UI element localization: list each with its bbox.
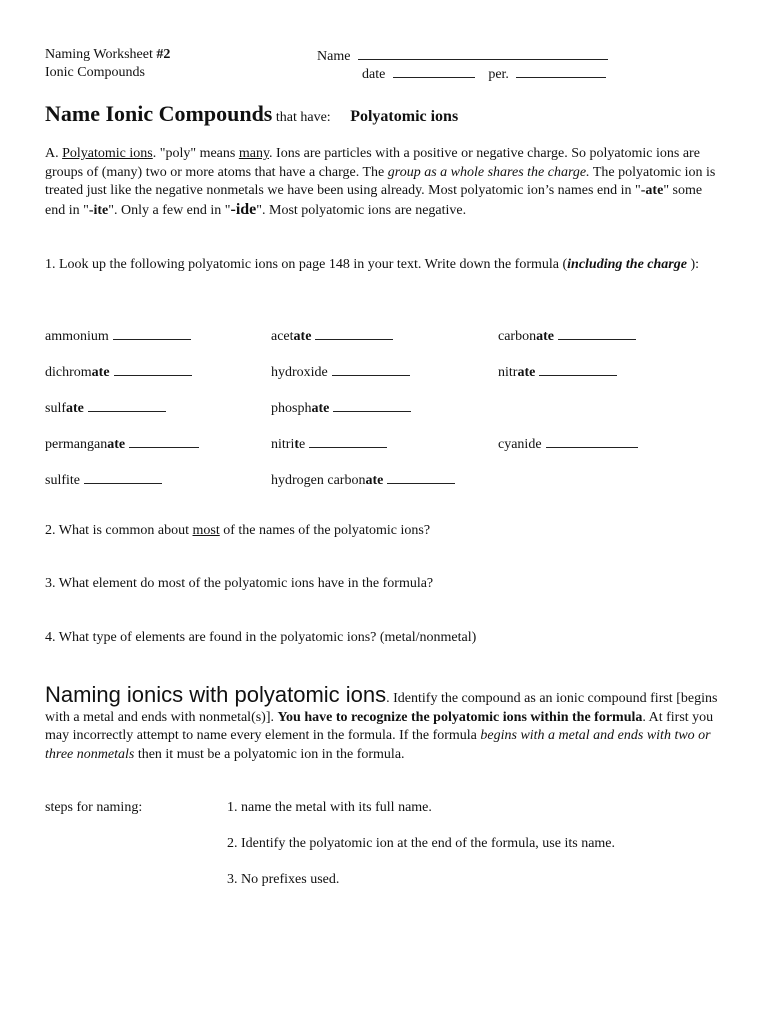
- ion-name: cyanide: [498, 437, 542, 452]
- ion-item: [271, 399, 411, 417]
- ion-name: phosph: [271, 401, 312, 416]
- naming-heading: Naming ionics with polyatomic ions: [45, 682, 387, 707]
- formula-blank[interactable]: [539, 363, 617, 376]
- ion-suffix: ate: [536, 329, 554, 344]
- formula-blank[interactable]: [113, 327, 191, 340]
- step-item: 1. name the metal with its full name.: [227, 800, 432, 815]
- ion-item: [45, 471, 162, 489]
- formula-blank[interactable]: [546, 435, 638, 448]
- ion-name: acet: [271, 329, 294, 344]
- ion-name-end: e: [299, 437, 306, 452]
- ion-name: nitr: [498, 365, 518, 380]
- ion-suffix: ate: [91, 365, 110, 380]
- ion-item: [271, 363, 410, 381]
- ion-item: [271, 327, 393, 345]
- formula-blank[interactable]: [88, 399, 166, 412]
- per-label: per.: [488, 67, 509, 82]
- worksheet-title: Naming Worksheet #2: [45, 47, 171, 62]
- worksheet-subject: Ionic Compounds: [45, 65, 145, 80]
- ion-item: [498, 435, 638, 453]
- ion-suffix: ate: [293, 329, 312, 344]
- title-main: Name Ionic Compounds: [45, 101, 273, 126]
- formula-blank[interactable]: [129, 435, 199, 448]
- ion-suffix: ate: [311, 401, 330, 416]
- formula-blank[interactable]: [315, 327, 393, 340]
- formula-blank[interactable]: [387, 471, 455, 484]
- ion-suffix: t: [294, 437, 300, 452]
- ion-item: [45, 327, 191, 345]
- period-blank[interactable]: [516, 65, 606, 78]
- ion-item: [498, 327, 636, 345]
- steps-label: steps for naming:: [45, 800, 143, 815]
- name-label: Name: [317, 49, 351, 64]
- ion-item: [45, 399, 166, 417]
- question-1: 1. Look up the following polyatomic ions on page 148 in your text. Write down the formula (including the charge ):: [45, 257, 700, 272]
- ion-name: dichrom: [45, 365, 92, 380]
- question-2: 2. What is common about most of the names of the polyatomic ions?: [45, 523, 431, 538]
- ion-name: ammonium: [45, 329, 109, 344]
- ion-name: sulfite: [45, 473, 80, 488]
- ion-item: [498, 363, 617, 381]
- ion-name: hydroxide: [271, 365, 328, 380]
- date-row: [362, 65, 606, 83]
- page-title: [45, 101, 458, 127]
- formula-blank[interactable]: [333, 399, 411, 412]
- ion-suffix: ate: [107, 437, 126, 452]
- naming-paragraph: Naming ionics with polyatomic ions. Identify the compound as an ionic compound first [begins with a metal and ends with nonmetal(s)]. You have to recognize the polyatomic ions within the formula. At first you may incorrectly attempt to name every element in the formula. If the formula begins with a metal and ends with two or three nonmetals then it must be a polyatomic ion in the formula.: [45, 682, 718, 762]
- step-item: 2. Identify the polyatomic ion at the end of the formula, use its name.: [227, 836, 616, 851]
- title-that-have: that have:: [275, 110, 331, 125]
- question-3: 3. What element do most of the polyatomic ions have in the formula?: [45, 576, 434, 591]
- name-blank[interactable]: [358, 47, 608, 60]
- ion-suffix: ate: [365, 473, 384, 488]
- formula-blank[interactable]: [114, 363, 192, 376]
- step-item: 3. No prefixes used.: [227, 872, 340, 887]
- ion-suffix: ate: [517, 365, 536, 380]
- ion-suffix: ate: [66, 401, 84, 416]
- ion-name: permangan: [45, 437, 108, 452]
- date-blank[interactable]: [393, 65, 475, 78]
- formula-blank[interactable]: [309, 435, 387, 448]
- ion-item: [271, 435, 387, 453]
- ion-item: [45, 363, 192, 381]
- name-row: [317, 47, 608, 65]
- ion-item: [45, 435, 199, 453]
- intro-paragraph: A. Polyatomic ions. "poly" means many. Ions are particles with a positive or negative charge. So polyatomic ions are groups of (many) two or more atoms that have a charge. The group as a whole shares the charge. The polyatomic ion is treated just like the negative nonmetals we have been using already. Most polyatomic ion’s names end in "-ate" some end in "-ite". Only a few end in "-ide". Most polyatomic ions are negative.: [45, 146, 716, 218]
- question-4: 4. What type of elements are found in the polyatomic ions? (metal/nonmetal): [45, 630, 477, 645]
- title-topic: Polyatomic ions: [350, 108, 459, 125]
- formula-blank[interactable]: [332, 363, 410, 376]
- ion-name: hydrogen carbon: [271, 473, 366, 488]
- formula-blank[interactable]: [84, 471, 162, 484]
- formula-blank[interactable]: [558, 327, 636, 340]
- date-label: date: [362, 67, 386, 82]
- ion-item: [271, 471, 455, 489]
- ion-name: carbon: [498, 329, 537, 344]
- ion-name: nitri: [271, 437, 295, 452]
- ion-name: sulf: [45, 401, 66, 416]
